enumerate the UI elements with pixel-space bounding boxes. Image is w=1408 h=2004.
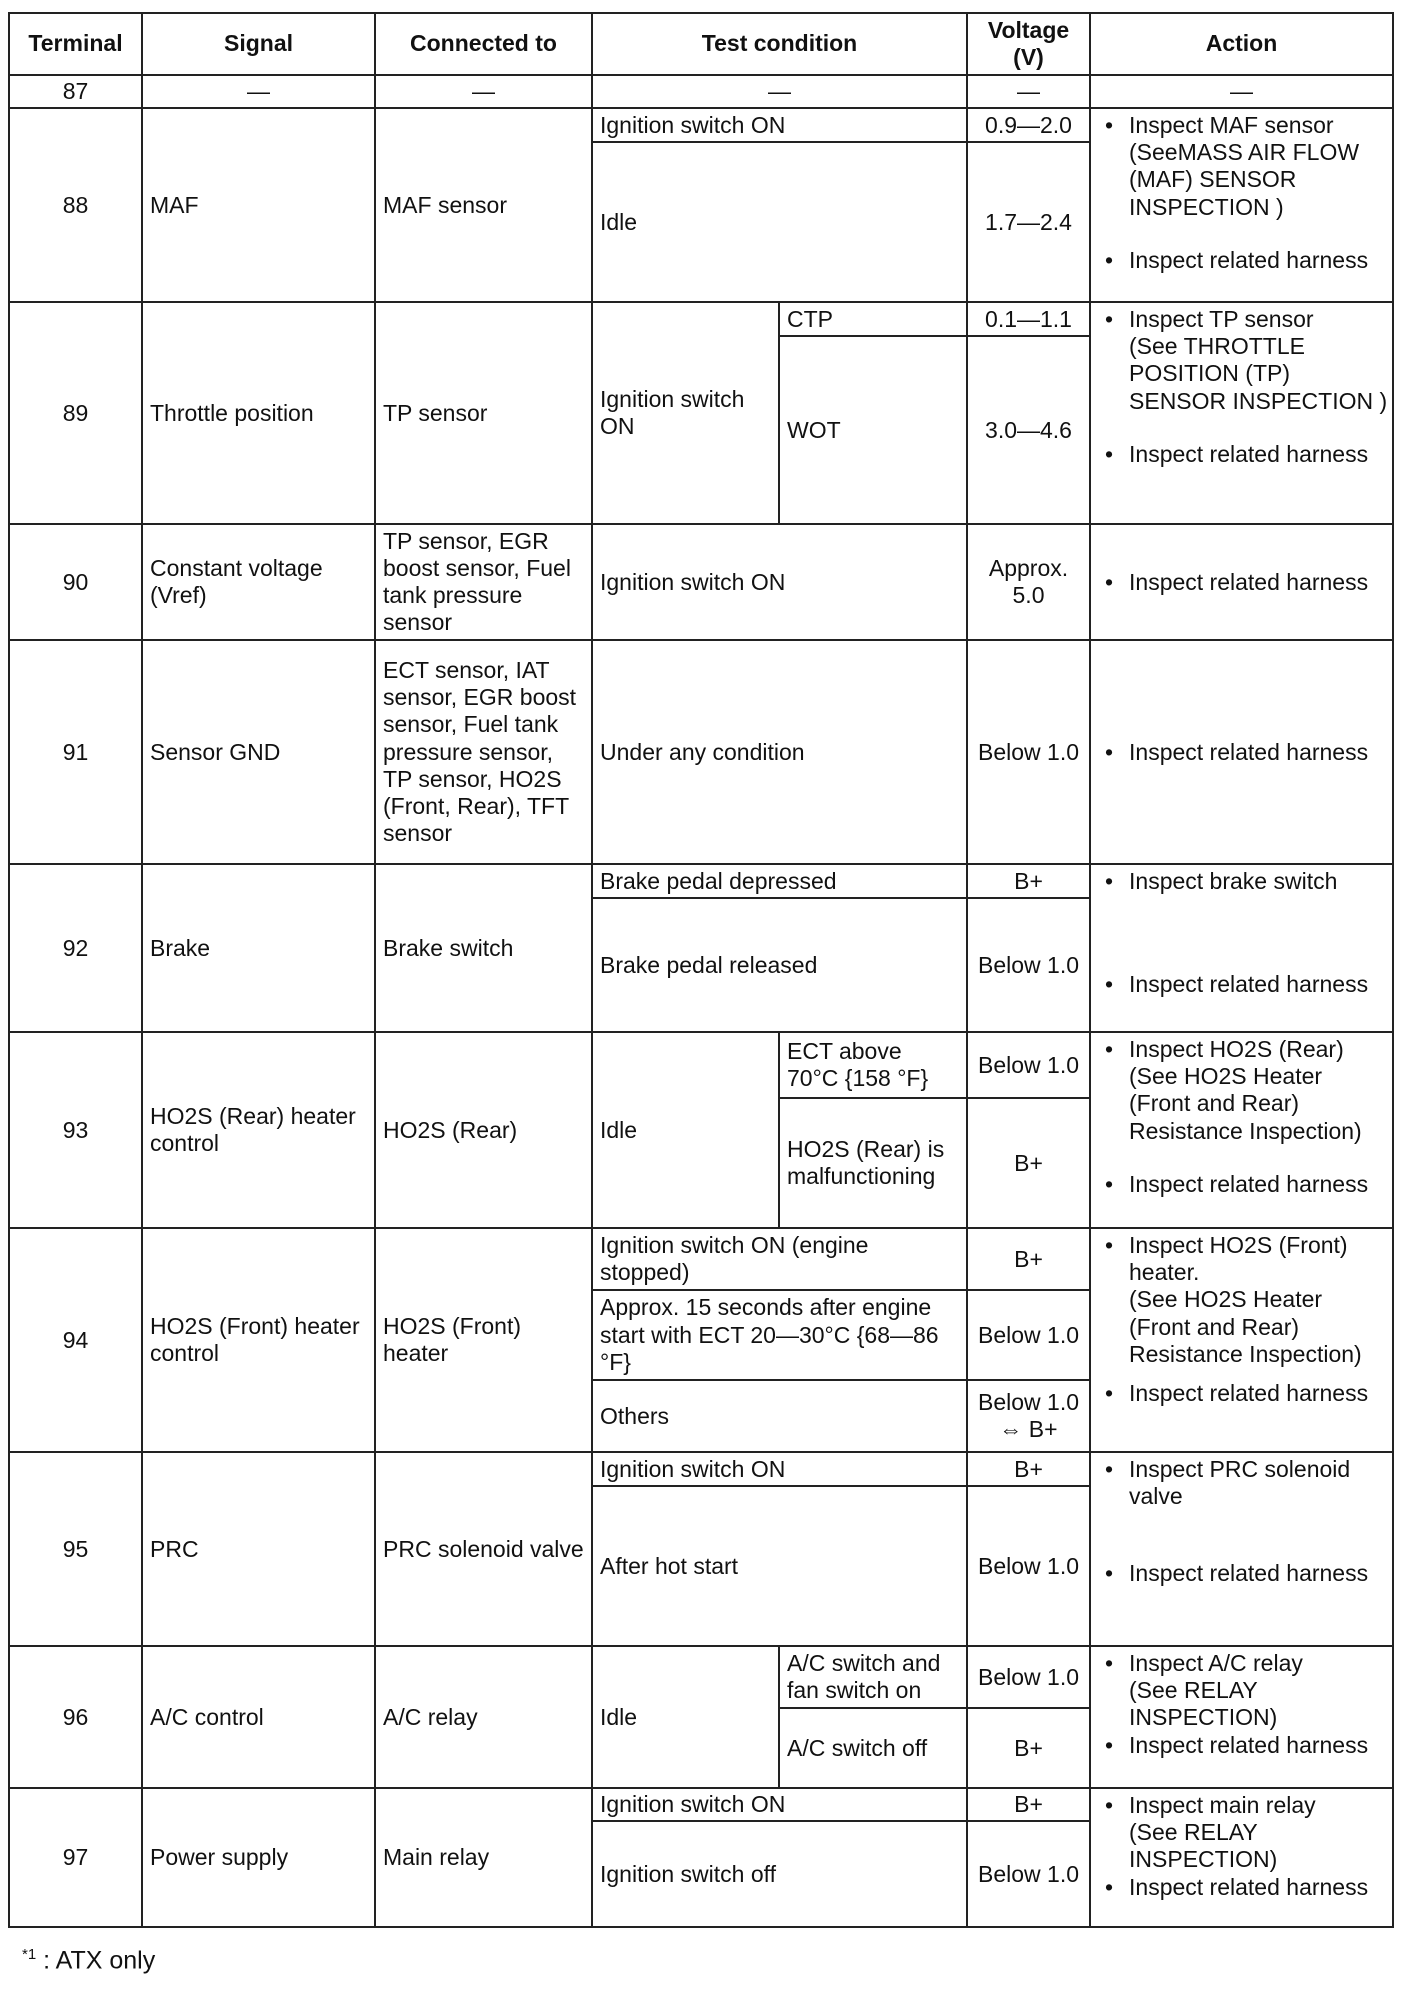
voltage-cell: 0.1—1.1: [967, 302, 1090, 336]
voltage-cell: Approx. 5.0: [967, 524, 1090, 640]
action-item: • Inspect related harness: [1095, 441, 1388, 468]
test-cell: Others: [592, 1380, 967, 1452]
voltage-cell: —: [967, 75, 1090, 108]
signal-cell: HO2S (Front) heater control: [142, 1228, 375, 1452]
test-cell: Ignition switch ON: [592, 302, 779, 524]
test-cell: Idle: [592, 1646, 779, 1788]
header-action: Action: [1090, 13, 1393, 75]
action-cell: —: [1090, 75, 1393, 108]
action-item: • Inspect brake switch: [1095, 868, 1388, 895]
voltage-cell: Below 1.0: [967, 640, 1090, 864]
connected-cell: MAF sensor: [375, 108, 592, 302]
action-item: • Inspect related harness: [1095, 971, 1388, 998]
header-signal: Signal: [142, 13, 375, 75]
action-cell: [1090, 864, 1393, 1032]
test-cell: —: [592, 75, 967, 108]
connected-cell: TP sensor, EGR boost sensor, Fuel tank pressure sensor: [375, 524, 592, 640]
action-cell: [1090, 302, 1393, 524]
connected-cell: TP sensor: [375, 302, 592, 524]
voltage-cell: Below 1.0: [967, 1032, 1090, 1098]
signal-cell: HO2S (Rear) heater control: [142, 1032, 375, 1228]
voltage-cell: 1.7—2.4: [967, 142, 1090, 302]
action-cell: [1090, 640, 1393, 864]
action-item: • Inspect PRC solenoid valve: [1095, 1456, 1388, 1510]
subcondition-cell: A/C switch and fan switch on: [779, 1646, 967, 1708]
test-cell: Idle: [592, 1032, 779, 1228]
voltage-cell: 0.9—2.0: [967, 108, 1090, 142]
footnote-text: : ATX only: [43, 1946, 156, 1975]
terminal-cell: 97: [9, 1788, 142, 1927]
action-item: • Inspect related harness: [1095, 569, 1388, 596]
connected-cell: PRC solenoid valve: [375, 1452, 592, 1646]
terminal-cell: 95: [9, 1452, 142, 1646]
action-item: • Inspect related harness: [1095, 739, 1388, 766]
test-cell: Ignition switch ON: [592, 524, 967, 640]
voltage-cell: B+: [967, 1788, 1090, 1821]
voltage-cell: B+: [967, 864, 1090, 898]
action-item: Inspect HO2S (Front) heater.: [1129, 1232, 1348, 1286]
subcondition-cell: HO2S (Rear) is malfunctioning: [779, 1098, 967, 1228]
terminal-cell: 89: [9, 302, 142, 524]
test-cell: Under any condition: [592, 640, 967, 864]
subcondition-cell: ECT above 70°C {158 °F}: [779, 1032, 967, 1098]
action-item: Inspect main relay: [1129, 1792, 1316, 1819]
voltage-cell: Below 1.0: [967, 898, 1090, 1032]
action-item: • Inspect related harness: [1095, 1171, 1388, 1198]
action-item: Inspect MAF sensor: [1129, 112, 1334, 139]
test-cell: Ignition switch ON: [592, 1452, 967, 1486]
header-row: [9, 13, 1393, 75]
action-item: • Inspect related harness: [1095, 247, 1388, 274]
connected-cell: HO2S (Rear): [375, 1032, 592, 1228]
action-reference: (See THROTTLE POSITION (TP) SENSOR INSPECTION ): [1129, 333, 1388, 414]
signal-cell: A/C control: [142, 1646, 375, 1788]
test-cell: Idle: [592, 142, 967, 302]
terminal-voltage-table: [8, 12, 1394, 1928]
action-reference: (SeeMASS AIR FLOW (MAF) SENSOR INSPECTION ): [1129, 139, 1360, 220]
voltage-cell: Below 1.0: [967, 1290, 1090, 1380]
test-cell: Ignition switch ON: [592, 108, 967, 142]
table-row: [9, 302, 1393, 336]
action-cell: [1090, 1228, 1393, 1452]
action-item: • Inspect related harness: [1095, 1380, 1388, 1407]
action-item: • Inspect related harness: [1095, 1874, 1388, 1901]
action-reference: (See RELAY INSPECTION): [1129, 1677, 1278, 1731]
connected-cell: HO2S (Front) heater: [375, 1228, 592, 1452]
table-row: [9, 1646, 1393, 1708]
signal-cell: Power supply: [142, 1788, 375, 1927]
action-item: • Inspect related harness: [1095, 1560, 1388, 1587]
signal-cell: MAF: [142, 108, 375, 302]
terminal-cell: 96: [9, 1646, 142, 1788]
footnote: [22, 1946, 155, 1975]
signal-cell: Brake: [142, 864, 375, 1032]
test-cell: Brake pedal depressed: [592, 864, 967, 898]
terminal-cell: 92: [9, 864, 142, 1032]
table-row: [9, 1452, 1393, 1486]
test-cell: Approx. 15 seconds after engine start with ECT 20—30°C {68—86 °F}: [592, 1290, 967, 1380]
voltage-cell: 3.0—4.6: [967, 336, 1090, 524]
table-row: [9, 640, 1393, 864]
test-cell: Brake pedal released: [592, 898, 967, 1032]
test-cell: After hot start: [592, 1486, 967, 1646]
terminal-cell: 94: [9, 1228, 142, 1452]
table-row: [9, 1228, 1393, 1290]
terminal-cell: 90: [9, 524, 142, 640]
voltage-cell: B+: [967, 1452, 1090, 1486]
table-row: [9, 864, 1393, 898]
subcondition-cell: CTP: [779, 302, 967, 336]
action-cell: [1090, 1646, 1393, 1788]
voltage-cell: Below 1.0: [967, 1821, 1090, 1927]
voltage-cell: Below 1.0: [967, 1646, 1090, 1708]
subcondition-cell: A/C switch off: [779, 1708, 967, 1788]
terminal-cell: 88: [9, 108, 142, 302]
signal-cell: Sensor GND: [142, 640, 375, 864]
connected-cell: Brake switch: [375, 864, 592, 1032]
action-reference: (See HO2S Heater (Front and Rear) Resistance Inspection): [1129, 1063, 1362, 1144]
connected-cell: Main relay: [375, 1788, 592, 1927]
table-row: [9, 524, 1393, 640]
terminal-cell: 93: [9, 1032, 142, 1228]
action-item: Inspect HO2S (Rear): [1129, 1036, 1344, 1063]
action-item: Inspect A/C relay: [1129, 1650, 1303, 1677]
header-terminal: Terminal: [9, 13, 142, 75]
connected-cell: —: [375, 75, 592, 108]
action-reference: (See RELAY INSPECTION): [1129, 1819, 1278, 1873]
action-item: • Inspect related harness: [1095, 1732, 1388, 1759]
terminal-cell: 87: [9, 75, 142, 108]
header-test-condition: Test condition: [592, 13, 967, 75]
header-voltage: Voltage (V): [967, 13, 1090, 75]
table-row: [9, 108, 1393, 142]
terminal-cell: 91: [9, 640, 142, 864]
test-cell: Ignition switch off: [592, 1821, 967, 1927]
action-item: Inspect TP sensor: [1129, 306, 1314, 333]
footnote-mark: *1: [22, 1946, 37, 1963]
signal-cell: —: [142, 75, 375, 108]
action-cell: [1090, 1452, 1393, 1646]
action-reference: (See HO2S Heater (Front and Rear) Resistance Inspection): [1129, 1286, 1362, 1367]
signal-cell: PRC: [142, 1452, 375, 1646]
action-cell: [1090, 1788, 1393, 1927]
subcondition-cell: WOT: [779, 336, 967, 524]
test-cell: Ignition switch ON (engine stopped): [592, 1228, 967, 1290]
connected-cell: A/C relay: [375, 1646, 592, 1788]
test-cell: Ignition switch ON: [592, 1788, 967, 1821]
action-cell: [1090, 1032, 1393, 1228]
voltage-cell: B+: [967, 1708, 1090, 1788]
voltage-cell: B+: [967, 1228, 1090, 1290]
connected-cell: ECT sensor, IAT sensor, EGR boost sensor, Fuel tank pressure sensor, TP sensor, HO2S (Front, Rear), TFT sensor: [375, 640, 592, 864]
table-row: [9, 1788, 1393, 1821]
voltage-cell: B+: [967, 1098, 1090, 1228]
action-cell: [1090, 524, 1393, 640]
table-row: [9, 1032, 1393, 1098]
voltage-cell: Below 1.0 ⇔ B+: [967, 1380, 1090, 1452]
action-cell: [1090, 108, 1393, 302]
signal-cell: Constant voltage (Vref): [142, 524, 375, 640]
table-row: [9, 75, 1393, 108]
header-connected-to: Connected to: [375, 13, 592, 75]
signal-cell: Throttle position: [142, 302, 375, 524]
voltage-cell: Below 1.0: [967, 1486, 1090, 1646]
